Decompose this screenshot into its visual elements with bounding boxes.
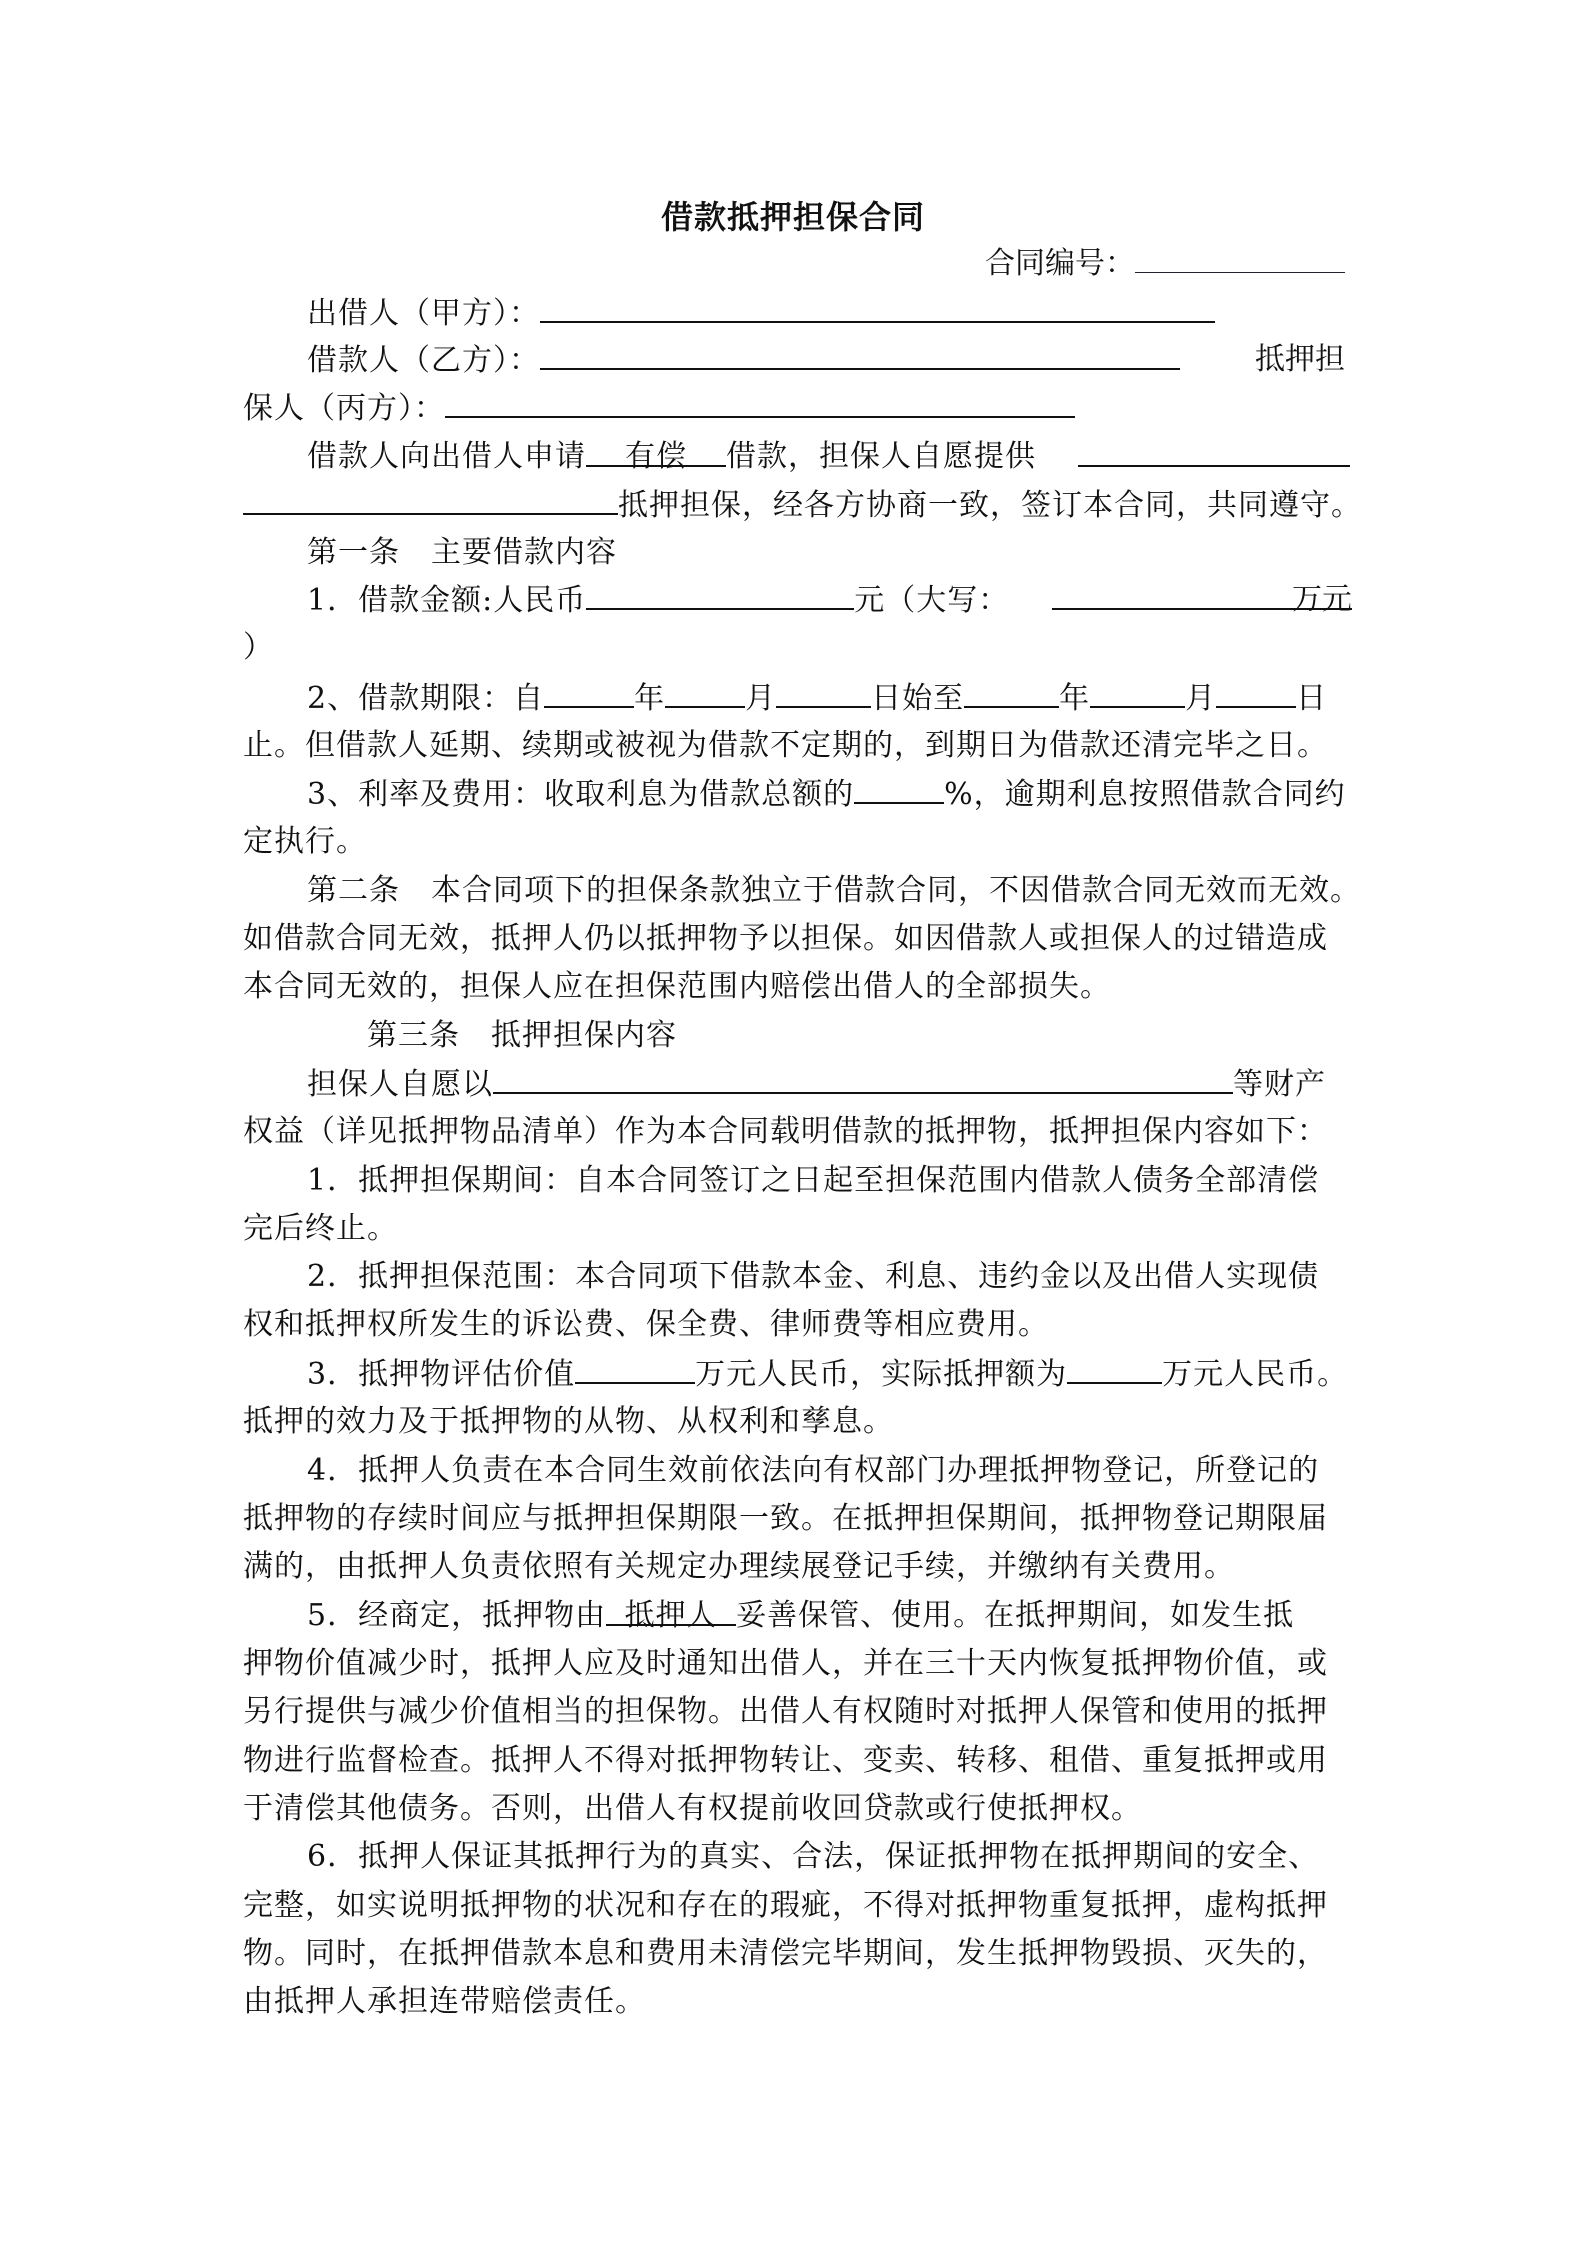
collateral-suffix: 等财产 [1233,1067,1326,1102]
day-end-label: 日 [1296,681,1328,716]
borrower-row [307,340,1357,381]
valuation-text: 万元人民币，实际抵押额为 [695,1357,1068,1392]
article2-line2: 如借款合同无效，抵押人仍以抵押物予以担保。如因借款人或担保人的过错造成 [243,921,1328,956]
valuation-label: 3．抵押物评估价值 [307,1357,576,1392]
loan-type-field[interactable]: 有偿 [586,437,726,467]
end-year-field[interactable] [964,678,1059,708]
valuation-field[interactable] [575,1354,695,1384]
article3-item2-line1: 2．抵押担保范围：本合同项下借款本金、利息、违约金以及出借人实现债 [307,1259,1320,1294]
start-day-field[interactable] [776,678,871,708]
valuation-row [307,1354,1348,1395]
start-year-field[interactable] [544,678,634,708]
article3-item5-line4: 物进行监督检查。抵押人不得对抵押物转让、变卖、转移、租借、重复抵押或用 [243,1743,1328,1778]
loan-amount-row [307,580,1009,621]
guarantor-row [243,388,1075,429]
article3-item6-line2: 完整，如实说明抵押物的状况和存在的瑕疵，不得对抵押物重复抵押，虚构抵押 [243,1888,1328,1923]
guarantor-label-part1: 抵押担 [1255,342,1345,377]
collateral-field[interactable] [493,1064,1233,1094]
interest-label: 3、利率及费用：收取利息为借款总额的 [307,777,855,812]
contract-number-field[interactable] [1135,244,1345,273]
intro-text: 借款人向出借人申请 [307,439,586,474]
article2-line1: 第二条 本合同项下的担保条款独立于借款合同，不因借款合同无效而无效。 [307,873,1361,908]
loan-amount-caps-field[interactable]: 万元 [1052,580,1352,610]
end-month-field[interactable] [1090,678,1185,708]
valuation-unit: 万元人民币。 [1162,1357,1349,1392]
mortgage-amount-field[interactable] [1067,1354,1162,1384]
article1-heading: 第一条 主要借款内容 [307,535,617,570]
article3-item6-line1: 6．抵押人保证其抵押行为的真实、合法，保证抵押物在抵押期间的安全、 [307,1839,1320,1874]
collateral-label: 担保人自愿以 [307,1067,493,1102]
article3-item6-line3: 物。同时，在抵押借款本息和费用未清偿完毕期间，发生抵押物毁损、灭失的， [243,1936,1328,1971]
lender-field[interactable] [540,293,1215,323]
end-day-field[interactable] [1216,678,1296,708]
loan-term-row [307,678,1327,719]
article3-item6-line4: 由抵押人承担连带赔偿责任。 [243,1984,646,2019]
article3-item5-line2: 押物价值减少时，抵押人应及时通知出借人，并在三十天内恢复抵押物价值，或 [243,1646,1328,1681]
interest-row [307,774,1346,815]
collateral-row [307,1064,1326,1105]
loan-amount-label: 1．借款金额:人民币 [307,583,587,618]
loan-term-line2: 止。但借款人延期、续期或被视为借款不定期的，到期日为借款还清完毕之日。 [243,728,1328,763]
collateral-line2: 权益（详见抵押物品清单）作为本合同载明借款的抵押物，抵押担保内容如下： [243,1114,1328,1149]
article3-item2-line2: 权和抵押权所发生的诉讼费、保全费、律师费等相应费用。 [243,1307,1049,1342]
article3-item4-line3: 满的，由抵押人负责依照有关规定办理续展登记手续，并缴纳有关费用。 [243,1549,1235,1584]
loan-amount-caps-label: 元（大写： [854,583,1010,618]
interest-text: %，逾期利息按照借款合同约 [944,777,1346,812]
article3-heading: 第三条 抵押担保内容 [367,1018,677,1053]
article3-item4-line2: 抵押物的存续时间应与抵押担保期限一致。在抵押担保期间，抵押物登记期限届 [243,1501,1328,1536]
loan-term-label: 2、借款期限：自 [307,681,545,716]
contract-number-row [985,244,1345,284]
start-month-field[interactable] [665,678,745,708]
intro-text: 抵押担保，经各方协商一致，签订本合同，共同遵守。 [618,488,1362,523]
guarantee-field-part2[interactable] [243,485,618,515]
article3-item5-line5: 于清偿其他债务。否则，出借人有权提前收回贷款或行使抵押权。 [243,1791,1142,1826]
document-title: 借款抵押担保合同 [660,198,925,236]
guarantee-field-part1[interactable] [1078,437,1350,467]
article3-item4-line1: 4．抵押人负责在本合同生效前依法向有权部门办理抵押物登记，所登记的 [307,1453,1320,1488]
month-label: 月 [745,681,777,716]
loan-amount-field[interactable] [586,580,854,610]
custody-row [307,1596,1294,1636]
year-label: 年 [1059,681,1091,716]
intro-text: 借款，担保人自愿提供 [726,439,1036,474]
article2-line3: 本合同无效的，担保人应在担保范围内赔偿出借人的全部损失。 [243,969,1111,1004]
article3-item1-line1: 1．抵押担保期间：自本合同签订之日起至担保范围内借款人债务全部清偿 [307,1163,1320,1198]
borrower-field[interactable] [540,340,1180,370]
lender-row [307,293,1215,334]
article3-item5-line3: 另行提供与减少价值相当的担保物。出借人有权随时对抵押人保管和使用的抵押 [243,1694,1328,1729]
valuation-line2: 抵押的效力及于抵押物的从物、从权利和孳息。 [243,1404,894,1439]
intro-line-1 [307,437,1036,477]
contract-number-label: 合同编号： [985,246,1135,281]
guarantor-label: 保人（丙方）： [243,391,445,426]
day-start-label: 日始至 [871,681,965,716]
custodian-field[interactable]: 抵押人 [606,1596,736,1626]
custody-text: 妥善保管、使用。在抵押期间，如发生抵 [736,1598,1295,1633]
custody-label: 5．经商定，抵押物由 [307,1598,607,1633]
intro-line-2 [243,485,1362,526]
loan-amount-close: ） [243,630,274,665]
month-label: 月 [1185,681,1217,716]
borrower-label: 借款人（乙方）： [307,343,540,378]
article3-item1-line2: 完后终止。 [243,1211,398,1246]
guarantor-field[interactable] [445,388,1075,418]
lender-label: 出借人（甲方）： [307,296,540,331]
interest-rate-field[interactable] [854,774,944,804]
interest-line2: 定执行。 [243,824,367,859]
year-label: 年 [634,681,666,716]
